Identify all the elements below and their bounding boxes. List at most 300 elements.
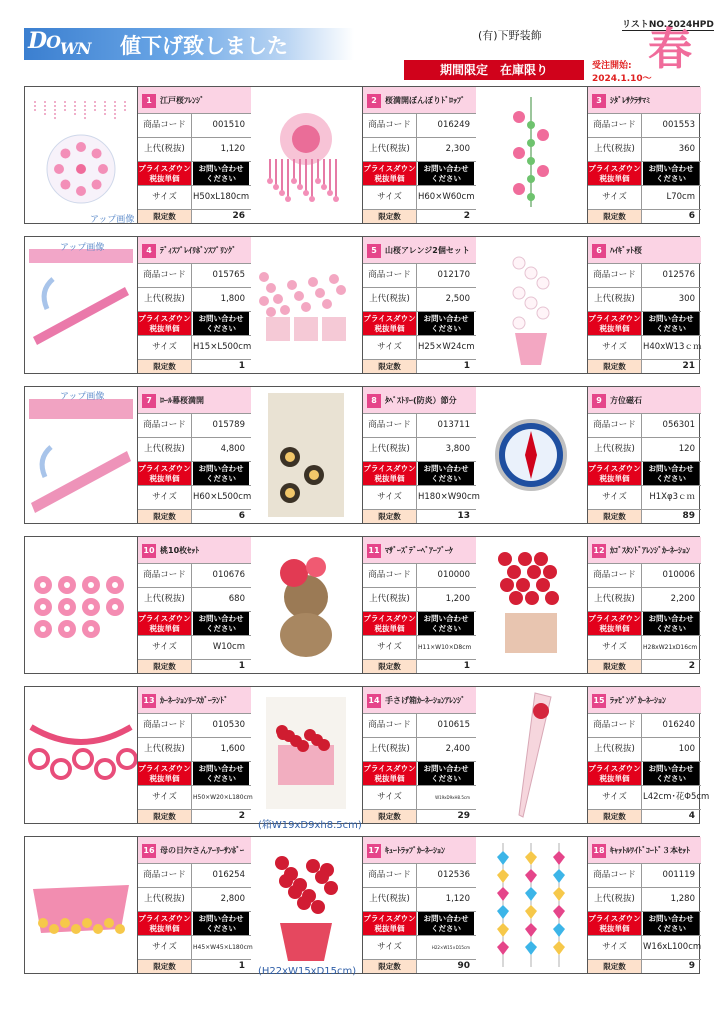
size-value: H50×W20×L180cm: [193, 794, 253, 801]
limit-label: 限定数: [138, 960, 192, 973]
price-label: 上代(税抜): [138, 888, 192, 911]
size-value: H60×W60cm: [418, 192, 475, 202]
size-value: H1Xφ3ｃｍ: [649, 492, 695, 502]
product-size-row: [138, 786, 251, 810]
product-illustration: [250, 387, 362, 523]
box-size-caption: (箱W19xD9xh8.5cm): [258, 820, 362, 831]
title-banner: [24, 28, 354, 60]
product-title-cell: [363, 237, 476, 264]
product-limit-row: [138, 210, 251, 223]
size-label: サイズ: [588, 936, 642, 959]
product-number: 11: [367, 544, 381, 558]
code-value: 010000: [437, 570, 470, 580]
inquire-value: お問い合わせ ください: [418, 162, 474, 185]
product-spec-table: [362, 387, 480, 523]
product-number: 16: [142, 844, 156, 858]
price-label: 上代(税抜): [363, 138, 417, 161]
price-down-row: [588, 162, 701, 186]
price-down-label: プライスダウン 税抜単価: [363, 764, 416, 783]
price-label: 上代(税抜): [588, 888, 642, 911]
product-illustration: [25, 387, 137, 523]
product-size-row: [363, 936, 476, 960]
product-size-row: [138, 336, 251, 360]
limit-value: 1: [238, 361, 245, 371]
code-label: 商品コード: [363, 714, 417, 737]
size-label: サイズ: [588, 486, 642, 509]
product-image: [25, 537, 137, 673]
down-logo: $DO_{WN}$: [28, 28, 91, 58]
product-illustration: [250, 87, 362, 223]
product-price-row: [363, 738, 476, 762]
product-limit-row: [588, 210, 701, 223]
limit-label: 限定数: [588, 660, 642, 673]
season-mark: 春: [648, 24, 692, 75]
product-name: 母の日ｸﾏさんｱｰﾘｰｻﾝﾎﾞｰ: [160, 846, 244, 855]
product-number: 15: [592, 694, 606, 708]
product-image: [250, 537, 362, 673]
price-value: 3,800: [445, 444, 470, 454]
product-name: ｶｰﾈｰｼｮﾝﾘｰｽｶﾞｰﾗﾝﾄﾞ: [160, 696, 228, 705]
inquire-value: お問い合わせ ください: [418, 762, 474, 785]
product-number: 7: [142, 394, 156, 408]
price-down-row: [588, 462, 701, 486]
price-value: 1,280: [670, 894, 695, 904]
price-value: 2,400: [445, 744, 470, 754]
product-image: [25, 87, 137, 223]
price-down-row: [588, 312, 701, 336]
product-limit-row: [138, 810, 251, 823]
price-down-row: [363, 612, 476, 636]
product-size-row: [588, 636, 701, 660]
product-illustration: [475, 837, 587, 973]
product-code-row: [588, 264, 701, 288]
product-limit-row: [588, 810, 701, 823]
size-label: サイズ: [363, 636, 417, 659]
price-label: 上代(税抜): [363, 888, 417, 911]
code-value: 010615: [437, 720, 470, 730]
limit-value: 90: [457, 961, 470, 971]
price-down-label: プライスダウン 税抜単価: [363, 464, 416, 483]
product-number: 17: [367, 844, 381, 858]
size-value: L70cm: [666, 192, 695, 202]
product-image: [25, 387, 137, 523]
price-down-label: プライスダウン 税抜単価: [138, 464, 191, 483]
size-label: サイズ: [363, 786, 417, 809]
size-label: サイズ: [363, 336, 417, 359]
product-price-row: [588, 288, 701, 312]
limit-value: 6: [238, 511, 245, 521]
product-name: ｼﾀﾞﾚｻｸﾗｻﾏﾐ: [610, 96, 650, 105]
code-value: 012170: [437, 270, 470, 280]
product-image: [250, 837, 362, 973]
product-row: [24, 236, 700, 374]
size-value: W19xD9xH8.5cm: [435, 795, 470, 800]
price-value: 680: [228, 594, 245, 604]
price-value: 300: [678, 294, 695, 304]
product-title-cell: [138, 387, 251, 414]
price-down-row: [363, 762, 476, 786]
price-value: 1,120: [445, 894, 470, 904]
product-code-row: [588, 864, 701, 888]
price-down-row: [588, 912, 701, 936]
limit-label: 限定数: [363, 210, 417, 223]
size-label: サイズ: [138, 936, 192, 959]
box-size-caption: (H22xW15xD15cm): [258, 966, 357, 977]
price-down-row: [138, 612, 251, 636]
product-row: [24, 686, 710, 824]
product-number: 12: [592, 544, 606, 558]
product-code-row: [588, 564, 701, 588]
product-price-row: [588, 138, 701, 162]
product-size-row: [363, 336, 476, 360]
product-spec-table: [587, 687, 710, 823]
product-spec-table: [137, 87, 250, 223]
price-down-label: プライスダウン 税抜単価: [588, 164, 641, 183]
product-title-cell: [363, 687, 476, 714]
product-title-cell: [588, 237, 701, 264]
price-down-row: [138, 312, 251, 336]
limit-value: 9: [688, 961, 695, 971]
code-value: 001553: [662, 120, 695, 130]
price-label: 上代(税抜): [138, 438, 192, 461]
product-number: 8: [367, 394, 381, 408]
product-title-cell: [363, 837, 476, 864]
price-down-row: [363, 162, 476, 186]
size-label: サイズ: [363, 186, 417, 209]
price-down-row: [588, 612, 701, 636]
price-down-row: [363, 912, 476, 936]
product-spec-table: [362, 837, 475, 973]
product-title-cell: [588, 87, 701, 114]
inquire-value: お問い合わせ ください: [643, 762, 699, 785]
code-value: 010676: [212, 570, 245, 580]
product-illustration: [475, 687, 587, 823]
price-down-label: プライスダウン 税抜単価: [138, 314, 191, 333]
limit-value: 1: [463, 661, 470, 671]
code-label: 商品コード: [588, 414, 642, 437]
product-title-cell: [138, 537, 251, 564]
code-value: 056301: [662, 420, 695, 430]
price-value: 1,200: [445, 594, 470, 604]
product-spec-table: [137, 537, 250, 673]
inquire-value: お問い合わせ ください: [193, 162, 249, 185]
limit-value: 1: [238, 661, 245, 671]
product-price-row: [588, 888, 701, 912]
product-illustration: [25, 687, 137, 823]
size-value: H28xW21xD16cm: [643, 644, 698, 651]
limit-value: 2: [238, 811, 245, 821]
price-label: 上代(税抜): [363, 588, 417, 611]
price-label: 上代(税抜): [138, 138, 192, 161]
price-down-label: プライスダウン 税抜単価: [363, 314, 416, 333]
price-down-row: [138, 462, 251, 486]
price-down-label: プライスダウン 税抜単価: [588, 614, 641, 633]
price-down-label: プライスダウン 税抜単価: [363, 914, 416, 933]
size-label: サイズ: [138, 636, 192, 659]
product-image: [475, 87, 587, 223]
price-down-label: プライスダウン 税抜単価: [138, 614, 191, 633]
price-value: 120: [678, 444, 695, 454]
product-code-row: [363, 864, 476, 888]
size-label: サイズ: [138, 486, 192, 509]
size-label: サイズ: [588, 186, 642, 209]
product-image: [475, 537, 587, 673]
product-code-row: [138, 114, 251, 138]
product-name: ｶｺﾞｽﾀﾝﾄﾞｱﾚﾝｼﾞｶｰﾈｰｼｮﾝ: [610, 546, 690, 555]
code-value: 013711: [437, 420, 470, 430]
product-name: 方位磁石: [610, 396, 642, 405]
code-label: 商品コード: [588, 114, 642, 137]
product-name: ｷｬｯﾄﾙﾜｲﾄﾞｺｰﾄﾞ３本ｾｯﾄ: [610, 846, 690, 855]
code-label: 商品コード: [588, 264, 642, 287]
product-illustration: [475, 237, 587, 373]
product-number: 10: [142, 544, 156, 558]
price-down-row: [588, 762, 701, 786]
product-size-row: [363, 636, 476, 660]
price-value: 2,300: [445, 144, 470, 154]
product-spec-table: [362, 87, 475, 223]
limit-label: 限定数: [588, 510, 642, 523]
size-label: サイズ: [138, 186, 192, 209]
product-spec-table: [362, 237, 475, 373]
product-number: 6: [592, 244, 606, 258]
code-value: 010530: [212, 720, 245, 730]
product-title-cell: [138, 237, 251, 264]
price-down-label: プライスダウン 税抜単価: [363, 164, 416, 183]
product-spec-table: [587, 537, 700, 673]
price-label: 上代(税抜): [138, 588, 192, 611]
product-number: 13: [142, 694, 156, 708]
product-size-row: [588, 486, 701, 510]
page-header: [0, 0, 724, 88]
limit-label: 限定数: [138, 360, 192, 373]
product-name: 江戸桜ﾌﾚﾝｼﾞ: [160, 96, 204, 105]
product-price-row: [138, 138, 251, 162]
up-image-caption: アップ画像: [60, 392, 105, 402]
limit-label: 限定数: [138, 210, 192, 223]
product-spec-table: [362, 687, 475, 823]
limit-value: 26: [232, 211, 245, 221]
inquire-value: お問い合わせ ください: [643, 912, 699, 935]
inquire-value: お問い合わせ ください: [193, 912, 249, 935]
product-row: [24, 536, 700, 674]
inquire-value: お問い合わせ ください: [643, 462, 699, 485]
product-title-cell: [588, 687, 701, 714]
inquire-value: お問い合わせ ください: [193, 762, 249, 785]
size-label: サイズ: [138, 336, 192, 359]
code-label: 商品コード: [138, 114, 192, 137]
size-label: サイズ: [588, 786, 642, 809]
size-value: W10cm: [212, 642, 245, 652]
product-price-row: [363, 588, 476, 612]
product-name: ﾗｯﾋﾟﾝｸﾞｶｰﾈｰｼｮﾝ: [610, 696, 666, 705]
product-title-cell: [138, 687, 251, 714]
product-spec-table: [587, 837, 700, 973]
size-value: H15×L500cm: [193, 342, 252, 352]
limit-label: 限定数: [588, 360, 642, 373]
limit-value: 2: [688, 661, 695, 671]
size-value: H50xL180cm: [193, 192, 250, 202]
product-number: 3: [592, 94, 606, 108]
product-title-cell: [138, 87, 251, 114]
product-spec-table: [137, 237, 250, 373]
product-title-cell: [588, 537, 701, 564]
product-number: 9: [592, 394, 606, 408]
price-label: 上代(税抜): [363, 438, 417, 461]
product-illustration: [25, 837, 137, 973]
product-row: [24, 386, 700, 524]
price-label: 上代(税抜): [588, 438, 642, 461]
product-name: ﾊｲｷﾞｯﾄ桜: [610, 246, 642, 255]
product-limit-row: [363, 660, 476, 673]
product-price-row: [138, 888, 251, 912]
product-code-row: [588, 114, 701, 138]
price-down-row: [363, 462, 476, 486]
product-image: [250, 687, 362, 823]
product-illustration: [250, 837, 362, 973]
company-name: (有)下野装飾: [478, 29, 542, 42]
size-label: サイズ: [588, 636, 642, 659]
inquire-value: お問い合わせ ください: [418, 612, 474, 635]
product-illustration: [475, 537, 587, 673]
inquire-value: お問い合わせ ください: [418, 912, 474, 935]
code-value: 010006: [662, 570, 695, 580]
size-value: H40xW13ｃｍ: [643, 342, 702, 352]
code-value: 001510: [212, 120, 245, 130]
product-price-row: [138, 288, 251, 312]
product-spec-table: [137, 687, 253, 823]
inquire-value: お問い合わせ ください: [643, 612, 699, 635]
size-label: サイズ: [363, 936, 417, 959]
order-start-date: 2024.1.10～: [592, 74, 652, 84]
inquire-value: お問い合わせ ください: [643, 162, 699, 185]
product-image: [475, 387, 587, 523]
product-limit-row: [588, 660, 701, 673]
product-number: 1: [142, 94, 156, 108]
product-image: [25, 687, 137, 823]
product-limit-row: [363, 360, 476, 373]
code-value: 001119: [662, 870, 695, 880]
product-image: [25, 237, 137, 373]
product-row: [24, 86, 700, 224]
product-price-row: [138, 438, 251, 462]
product-spec-table: [137, 387, 250, 523]
price-value: 1,600: [220, 744, 245, 754]
product-code-row: [363, 114, 476, 138]
size-value: H25×W24cm: [418, 342, 475, 352]
price-value: 2,500: [445, 294, 470, 304]
price-down-label: プライスダウン 税抜単価: [588, 314, 641, 333]
size-value: H180×W90cm: [418, 492, 480, 502]
product-size-row: [588, 186, 701, 210]
product-code-row: [138, 564, 251, 588]
price-label: 上代(税抜): [138, 288, 192, 311]
product-illustration: [250, 537, 362, 673]
product-name: 手さげ箱ｶｰﾈｰｼｮﾝｱﾚﾝｼﾞ: [385, 696, 465, 705]
price-down-label: プライスダウン 税抜単価: [363, 614, 416, 633]
product-image: [250, 87, 362, 223]
list-number: リストNO.2024HPD: [622, 17, 714, 31]
code-value: 012536: [437, 870, 470, 880]
product-price-row: [588, 738, 701, 762]
limit-label: 限定数: [363, 660, 417, 673]
product-name: ﾃﾞｨｽﾌﾟﾚｲﾘﾎﾞﾝｽﾌﾟﾘﾝｸﾞ: [160, 246, 236, 255]
price-value: 2,800: [220, 894, 245, 904]
inquire-value: お問い合わせ ください: [643, 312, 699, 335]
page-title: 値下げ致しました: [120, 34, 288, 58]
limit-label: 限定数: [588, 960, 642, 973]
product-name: 桃10枚ｾｯﾄ: [160, 546, 200, 555]
product-size-row: [588, 786, 710, 810]
inquire-value: お問い合わせ ください: [418, 462, 474, 485]
product-title-cell: [363, 537, 476, 564]
limit-label: 限定数: [588, 810, 642, 823]
product-code-row: [138, 714, 251, 738]
limit-value: 21: [682, 361, 695, 371]
product-price-row: [138, 738, 251, 762]
product-price-row: [363, 138, 476, 162]
product-code-row: [363, 564, 476, 588]
product-code-row: [363, 264, 476, 288]
up-image-caption: アップ画像: [60, 243, 105, 253]
product-title-cell: [138, 837, 251, 864]
product-name: ﾛｰﾙ幕桜満開: [160, 396, 204, 405]
code-value: 015789: [212, 420, 245, 430]
product-limit-row: [588, 960, 701, 973]
product-size-row: [588, 336, 701, 360]
code-label: 商品コード: [363, 264, 417, 287]
price-down-row: [138, 162, 251, 186]
price-down-row: [363, 312, 476, 336]
product-spec-table: [587, 87, 700, 223]
limit-value: 1: [238, 961, 245, 971]
price-label: 上代(税抜): [138, 738, 192, 761]
limit-label: 限定数: [138, 660, 192, 673]
limit-label: 限定数: [138, 510, 192, 523]
product-code-row: [138, 864, 251, 888]
product-image: [475, 687, 587, 823]
limit-value: 2: [463, 211, 470, 221]
limit-value: 13: [457, 511, 470, 521]
product-size-row: [363, 486, 480, 510]
size-value: H45×W45×L180cm: [193, 944, 253, 951]
product-limit-row: [363, 510, 476, 523]
limit-label: 限定数: [588, 210, 642, 223]
limit-value: 29: [457, 811, 470, 821]
product-size-row: [138, 186, 251, 210]
limit-label: 限定数: [363, 510, 417, 523]
product-illustration: [250, 687, 362, 823]
product-price-row: [138, 588, 251, 612]
product-limit-row: [138, 360, 251, 373]
product-number: 5: [367, 244, 381, 258]
product-code-row: [588, 714, 701, 738]
price-down-label: プライスダウン 税抜単価: [588, 914, 641, 933]
product-size-row: [138, 636, 251, 660]
product-spec-table: [362, 537, 475, 673]
price-value: 1,120: [220, 144, 245, 154]
price-down-label: プライスダウン 税抜単価: [138, 914, 191, 933]
price-label: 上代(税抜): [588, 738, 642, 761]
code-label: 商品コード: [138, 414, 192, 437]
product-name: ﾀﾍﾟｽﾄﾘｰ(防炎）節分: [385, 396, 457, 405]
product-title-cell: [363, 387, 476, 414]
limit-label: 限定数: [363, 960, 417, 973]
code-value: 016240: [662, 720, 695, 730]
product-price-row: [588, 588, 701, 612]
limit-label: 限定数: [363, 360, 417, 373]
product-code-row: [588, 414, 701, 438]
